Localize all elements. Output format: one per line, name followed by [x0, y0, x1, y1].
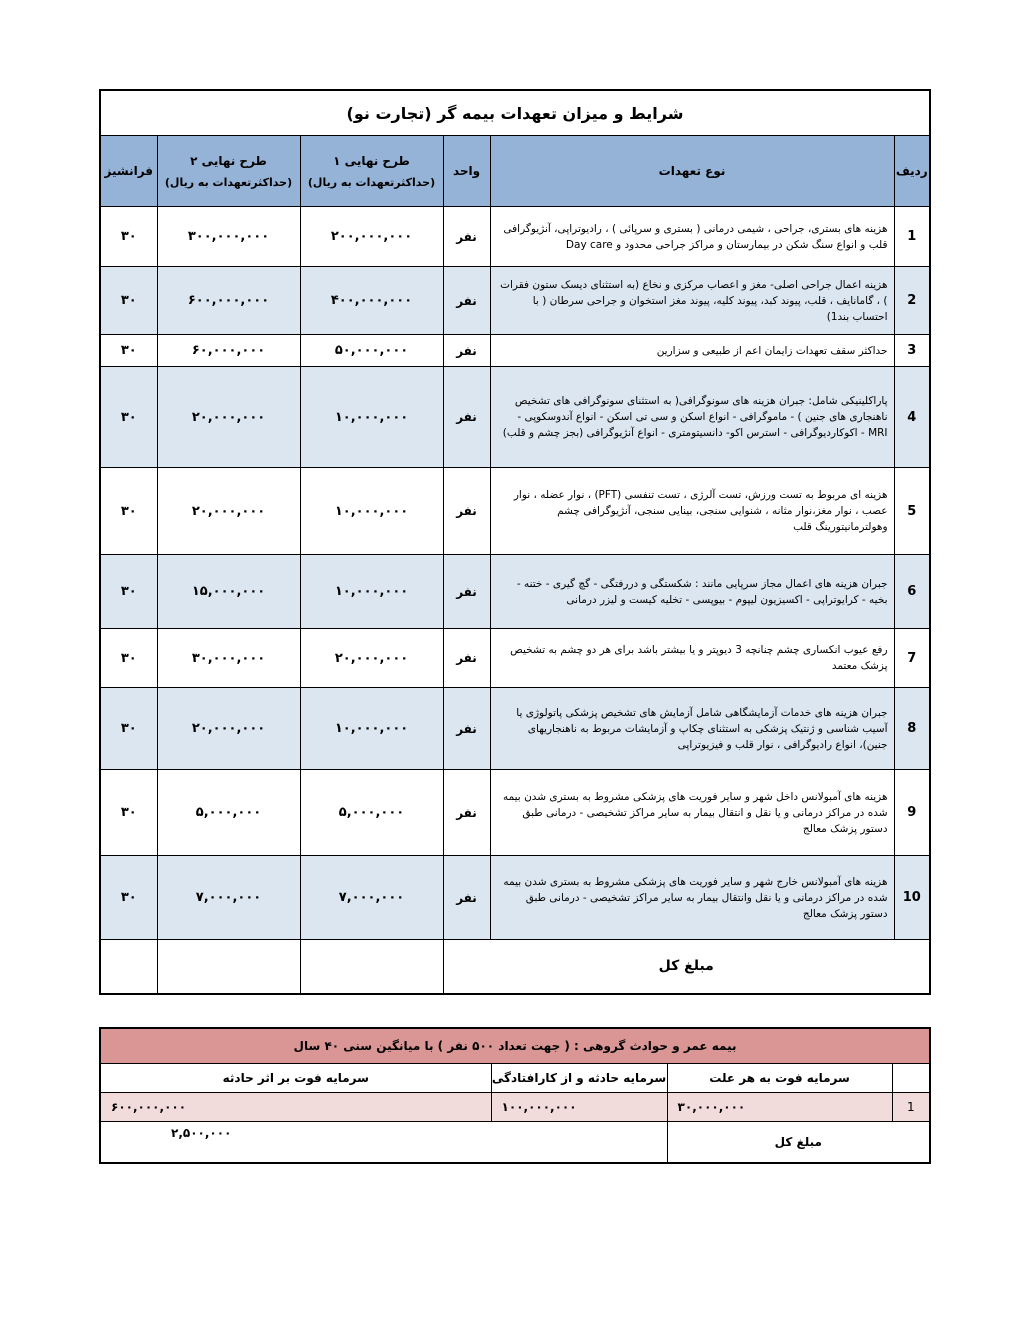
- row-description: هزینه های بستری، جراحی ، شیمی درمانی ( بستری و سرپائی ) ، رادیوتراپی، آنژیوگرافی قلب و انواع سنگ شکن در بیمارستان و مراکز جراحی محدود و Day care: [490, 207, 894, 267]
- table-row: [100, 267, 930, 335]
- row-description: هزینه های آمبولانس خارج شهر و سایر فوریت های پزشکی مشروط به بستری شدن بیمه شده در مراکز درمانی و یا نقل وانتقال بیمار به سایر مراکز تشخیصی - درمانی طبق دستور پزشک معالج: [490, 856, 894, 940]
- row-plan1: ۱۰,۰۰۰,۰۰۰: [300, 367, 443, 468]
- life-data-row: [100, 1093, 930, 1122]
- table-title: شرایط و میزان تعهدات بیمه گر (تجارت نو): [100, 90, 930, 136]
- row-plan1: ۲۰۰,۰۰۰,۰۰۰: [300, 207, 443, 267]
- row-index: 9: [894, 770, 930, 856]
- row-index: 2: [894, 267, 930, 335]
- value-accident-disability: ۱۰۰,۰۰۰,۰۰۰: [491, 1093, 667, 1122]
- life-table-title: بیمه عمر و حوادث گروهی : ( جهت تعداد ۵۰۰ نفر ) با میانگین سنی ۴۰ سال: [100, 1028, 930, 1064]
- header-plan1: [300, 136, 443, 207]
- value-death-accident: ۶۰۰,۰۰۰,۰۰۰: [100, 1093, 491, 1122]
- row-plan2: ۲۰,۰۰۰,۰۰۰: [157, 468, 300, 555]
- row-unit: نفر: [443, 335, 490, 367]
- life-header-index: [892, 1064, 930, 1093]
- row-plan2: ۲۰,۰۰۰,۰۰۰: [157, 688, 300, 770]
- header-death-accident: سرمایه فوت بر اثر حادثه: [100, 1064, 491, 1093]
- row-unit: نفر: [443, 267, 490, 335]
- row-plan2: ۲۰,۰۰۰,۰۰۰: [157, 367, 300, 468]
- table-row: [100, 207, 930, 267]
- header-accident-disability: سرمایه حادثه و از کارافتادگی: [491, 1064, 667, 1093]
- row-plan2: ۷,۰۰۰,۰۰۰: [157, 856, 300, 940]
- row-franchise: ۳۰: [100, 770, 157, 856]
- row-description: هزینه اعمال جراحی اصلی- مغز و اعصاب مرکزی و نخاع (به استثنای دیسک ستون فقرات ) ، گامانایف ، قلب، پیوند کبد، پیوند کلیه، پیوند مغز استخوان و جراحی سرطان ( با احتساب بند1): [490, 267, 894, 335]
- row-unit: نفر: [443, 770, 490, 856]
- header-death-any: سرمایه فوت به هر علت: [667, 1064, 892, 1093]
- header-type: نوع تعهدات: [490, 136, 894, 207]
- life-total-row: [100, 1122, 930, 1164]
- row-index: 6: [894, 555, 930, 629]
- row-description: رفع عیوب انکساری چشم چنانچه 3 دیوپتر و یا بیشتر باشد برای هر دو چشم به تشخیص پزشک معتمد: [490, 629, 894, 688]
- total-plan2: [157, 940, 300, 994]
- life-total-label: مبلغ کل: [667, 1122, 930, 1164]
- row-unit: نفر: [443, 856, 490, 940]
- row-plan1: ۲۰,۰۰۰,۰۰۰: [300, 629, 443, 688]
- life-total-value: ۲,۵۰۰,۰۰۰: [100, 1122, 667, 1164]
- total-label: مبلغ کل: [443, 940, 930, 994]
- row-index: 4: [894, 367, 930, 468]
- table-row: [100, 856, 930, 940]
- row-plan1: ۷,۰۰۰,۰۰۰: [300, 856, 443, 940]
- header-plan2-title: طرح نهایی ۲: [190, 153, 267, 168]
- row-plan1: ۱۰,۰۰۰,۰۰۰: [300, 555, 443, 629]
- row-plan2: ۱۵,۰۰۰,۰۰۰: [157, 555, 300, 629]
- row-index: 7: [894, 629, 930, 688]
- life-row-index: 1: [892, 1093, 930, 1122]
- header-unit: واحد: [443, 136, 490, 207]
- row-unit: نفر: [443, 629, 490, 688]
- row-description: جبران هزینه های اعمال مجاز سرپایی مانند : شکستگی و دررفتگی - گچ گیری - ختنه - بخیه - کرایوتراپی - اکسیزیون لیپوم - بیوپسی - تخلیه کیست و لیزر درمانی: [490, 555, 894, 629]
- row-franchise: ۳۰: [100, 335, 157, 367]
- table-row: [100, 367, 930, 468]
- header-plan1-title: طرح نهایی ۱: [333, 153, 410, 168]
- row-unit: نفر: [443, 688, 490, 770]
- table-row: [100, 468, 930, 555]
- table-row: [100, 335, 930, 367]
- header-plan2: [157, 136, 300, 207]
- row-plan1: ۱۰,۰۰۰,۰۰۰: [300, 688, 443, 770]
- row-franchise: ۳۰: [100, 267, 157, 335]
- row-plan2: ۶۰,۰۰۰,۰۰۰: [157, 335, 300, 367]
- row-plan1: ۵۰,۰۰۰,۰۰۰: [300, 335, 443, 367]
- row-plan1: ۵,۰۰۰,۰۰۰: [300, 770, 443, 856]
- header-row: [100, 136, 930, 207]
- row-index: 3: [894, 335, 930, 367]
- table-row: [100, 555, 930, 629]
- row-plan2: ۳۰۰,۰۰۰,۰۰۰: [157, 207, 300, 267]
- row-franchise: ۳۰: [100, 468, 157, 555]
- row-unit: نفر: [443, 367, 490, 468]
- total-row: [100, 940, 930, 994]
- row-index: 10: [894, 856, 930, 940]
- row-index: 5: [894, 468, 930, 555]
- table-row: [100, 688, 930, 770]
- row-plan2: ۵,۰۰۰,۰۰۰: [157, 770, 300, 856]
- commitments-table: [99, 89, 931, 995]
- row-description: جبران هزینه های خدمات آزمایشگاهی شامل آزمایش های تشخیص پزشکی پاتولوژی یا آسیب شناسی و ژنتیک پزشکی به استثنای چکاپ و آزمایشات مربوط به ناهنجاریهای جنین)، انواع رادیوگرافی ، نوار قلب و فیزیوتراپی: [490, 688, 894, 770]
- row-unit: نفر: [443, 555, 490, 629]
- table-row: [100, 770, 930, 856]
- row-franchise: ۳۰: [100, 629, 157, 688]
- row-franchise: ۳۰: [100, 688, 157, 770]
- row-index: 1: [894, 207, 930, 267]
- row-plan1: ۴۰۰,۰۰۰,۰۰۰: [300, 267, 443, 335]
- row-franchise: ۳۰: [100, 207, 157, 267]
- table-row: [100, 629, 930, 688]
- row-plan2: ۶۰۰,۰۰۰,۰۰۰: [157, 267, 300, 335]
- header-plan2-sub: (حداکثرتعهدات به ریال): [164, 175, 293, 189]
- value-death-any: ۳۰,۰۰۰,۰۰۰: [667, 1093, 892, 1122]
- total-plan1: [300, 940, 443, 994]
- row-unit: نفر: [443, 468, 490, 555]
- row-description: حداکثر سقف تعهدات زایمان اعم از طبیعی و سزارین: [490, 335, 894, 367]
- row-plan1: ۱۰,۰۰۰,۰۰۰: [300, 468, 443, 555]
- row-index: 8: [894, 688, 930, 770]
- life-accident-table: [99, 1027, 931, 1164]
- row-unit: نفر: [443, 207, 490, 267]
- header-plan1-sub: (حداکثرتعهدات به ریال): [307, 175, 436, 189]
- row-plan2: ۳۰,۰۰۰,۰۰۰: [157, 629, 300, 688]
- row-description: پاراکلینیکی شامل: جبران هزینه های سونوگرافی( به استثنای سونوگرافی های تشخیص ناهنجاری های جنین ) - ماموگرافی - انواع اسکن و سی تی اسکن - انواع آندوسکوپی - MRI - اکوکاردیوگرافی - استرس اکو- دانسیتومتری - انواع آنژیوگرافی (بجز چشم و قلب): [490, 367, 894, 468]
- row-franchise: ۳۰: [100, 856, 157, 940]
- row-description: هزینه های آمبولانس داخل شهر و سایر فوریت های پزشکی مشروط به بستری شدن بیمه شده در مراکز درمانی و یا نقل و انتقال بیمار به سایر مراکز تشخیصی - درمانی طبق دستور پزشک معالج: [490, 770, 894, 856]
- header-row-index: ردیف: [894, 136, 930, 207]
- row-franchise: ۳۰: [100, 555, 157, 629]
- row-franchise: ۳۰: [100, 367, 157, 468]
- header-franchise: فرانشیز: [100, 136, 157, 207]
- row-description: هزینه ای مربوط به تست ورزش، تست آلرژی ، تست تنفسی (PFT) ، نوار عضله ، نوار عصب ، نوار مغز،نوار مثانه ، شنوایی سنجی، بینایی سنجی، آنژیوگرافی چشم وهولترمانیتورینگ قلب: [490, 468, 894, 555]
- life-header-row: [100, 1064, 930, 1093]
- total-franchise: [100, 940, 157, 994]
